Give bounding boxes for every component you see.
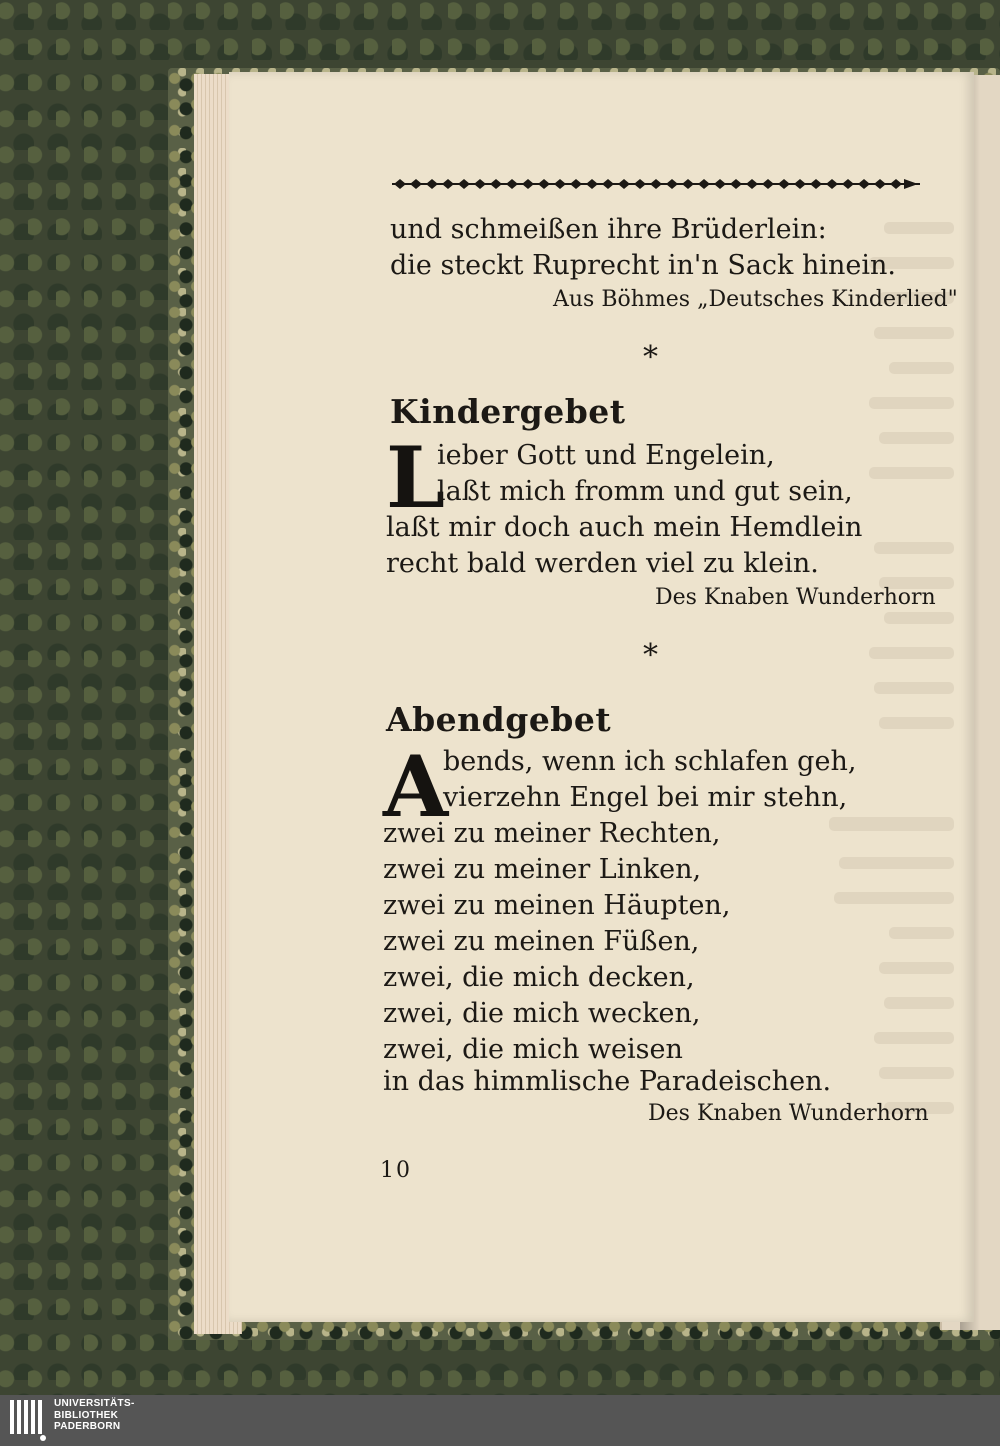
poem-line: zwei, die mich weisen [383,1034,683,1065]
poem-line: bends, wenn ich schlafen geh, [443,746,857,777]
poem-title: Abendgebet [386,700,612,739]
drop-cap-initial: A [383,737,449,836]
library-name-line: UNIVERSITÄTS- [54,1398,135,1409]
section-separator: * [643,638,658,673]
poem-line: zwei, die mich decken, [383,962,695,993]
poem-line: ieber Gott und Engelein, [437,440,775,471]
poem-line: zwei zu meinen Füßen, [383,926,700,957]
poem-line: und schmeißen ihre Brüderlein: [390,214,827,245]
library-footer-bar [0,1395,1000,1446]
source-attribution: Aus Böhmes „Deutsches Kinderlied" [553,287,958,312]
poem-line: zwei zu meinen Häupten, [383,890,731,921]
section-separator: * [643,340,658,375]
poem-line: zwei, die mich wecken, [383,998,701,1029]
poem-line: vierzehn Engel bei mir stehn, [443,782,848,813]
poem-line: laßt mir doch auch mein Hemdlein [386,512,863,543]
library-name-line: PADERBORN [54,1421,121,1432]
poem-line: zwei zu meiner Linken, [383,854,702,885]
source-attribution: Des Knaben Wunderhorn [648,1101,929,1126]
source-attribution: Des Knaben Wunderhorn [655,585,936,610]
drop-cap-initial: L [386,428,446,527]
poem-title: Kindergebet [390,392,626,431]
poem-line: recht bald werden viel zu klein. [386,548,819,579]
poem-line: die steckt Ruprecht in'n Sack hinein. [390,250,896,281]
poem-line: laßt mich fromm und gut sein, [437,476,853,507]
library-name [54,1398,135,1433]
poem-line: zwei zu meiner Rechten, [383,818,721,849]
page-number: 10 [380,1158,412,1183]
library-name-line: BIBLIOTHEK [54,1409,119,1421]
ornamental-rule [392,176,920,192]
poem-line: in das himmlische Paradeischen. [383,1066,832,1097]
library-logo-icon [8,1398,48,1442]
